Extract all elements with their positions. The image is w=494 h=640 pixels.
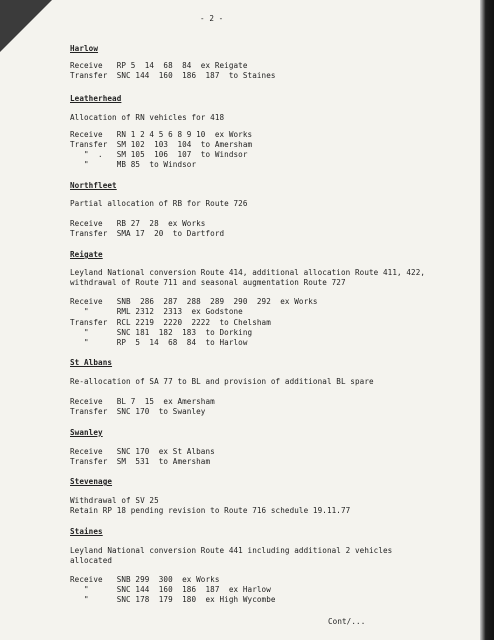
doc-line: " . SM 105 106 107 to Windsor: [70, 150, 248, 159]
doc-line: Receive SNB 286 287 288 289 290 292 ex Works: [70, 297, 318, 306]
section-heading-northfleet: Northfleet: [70, 181, 117, 190]
doc-line: Allocation of RN vehicles for 418: [70, 113, 225, 122]
doc-line: Transfer SM 531 to Amersham: [70, 457, 211, 466]
doc-line: Receive BL 7 15 ex Amersham: [70, 397, 215, 406]
doc-line: Transfer RCL 2219 2220 2222 to Chelsham: [70, 318, 271, 327]
doc-line: Receive RB 27 28 ex Works: [70, 219, 206, 228]
doc-line: Transfer SMA 17 20 to Dartford: [70, 229, 225, 238]
folded-corner: [0, 0, 52, 52]
doc-line: Leyland National conversion Route 441 including additional 2 vehicles: [70, 546, 393, 555]
section-heading-swanley: Swanley: [70, 428, 103, 437]
section-heading-stevenage: Stevenage: [70, 477, 113, 486]
section-heading-reigate: Reigate: [70, 250, 103, 259]
doc-line: Re-allocation of SA 77 to BL and provision of additional BL spare: [70, 377, 374, 386]
doc-line: " SNC 181 182 183 to Dorking: [70, 328, 253, 337]
doc-line: Retain RP 18 pending revision to Route 716 schedule 19.11.77: [70, 506, 351, 515]
doc-line: allocated: [70, 556, 113, 565]
doc-line: Transfer SNC 170 to Swanley: [70, 407, 206, 416]
doc-line: Receive RP 5 14 68 84 ex Reigate: [70, 61, 248, 70]
section-heading-st-albans: St Albans: [70, 358, 113, 367]
section-heading-staines: Staines: [70, 527, 103, 536]
continued-footer: Cont/...: [328, 617, 366, 626]
doc-line: Transfer SM 102 103 104 to Amersham: [70, 140, 253, 149]
doc-line: Partial allocation of RB for Route 726: [70, 199, 248, 208]
doc-line: " SNC 144 160 186 187 ex Harlow: [70, 585, 271, 594]
scan-edge-shadow: [480, 0, 494, 640]
section-heading-leatherhead: Leatherhead: [70, 94, 122, 103]
doc-line: " MB 85 to Windsor: [70, 160, 197, 169]
doc-line: " RP 5 14 68 84 to Harlow: [70, 338, 248, 347]
doc-line: Withdrawal of SV 25: [70, 496, 159, 505]
doc-line: Leyland National conversion Route 414, additional allocation Route 411, 422,: [70, 268, 426, 277]
doc-line: Receive SNC 170 ex St Albans: [70, 447, 215, 456]
section-heading-harlow: Harlow: [70, 44, 99, 53]
doc-line: " SNC 178 179 180 ex High Wycombe: [70, 595, 276, 604]
page-number: - 2 -: [200, 14, 224, 23]
doc-line: withdrawal of Route 711 and seasonal augmentation Route 727: [70, 278, 346, 287]
doc-line: Receive RN 1 2 4 5 6 8 9 10 ex Works: [70, 130, 253, 139]
doc-line: " RML 2312 2313 ex Godstone: [70, 307, 243, 316]
doc-line: Transfer SNC 144 160 186 187 to Staines: [70, 71, 276, 80]
doc-line: Receive SNB 299 300 ex Works: [70, 575, 220, 584]
